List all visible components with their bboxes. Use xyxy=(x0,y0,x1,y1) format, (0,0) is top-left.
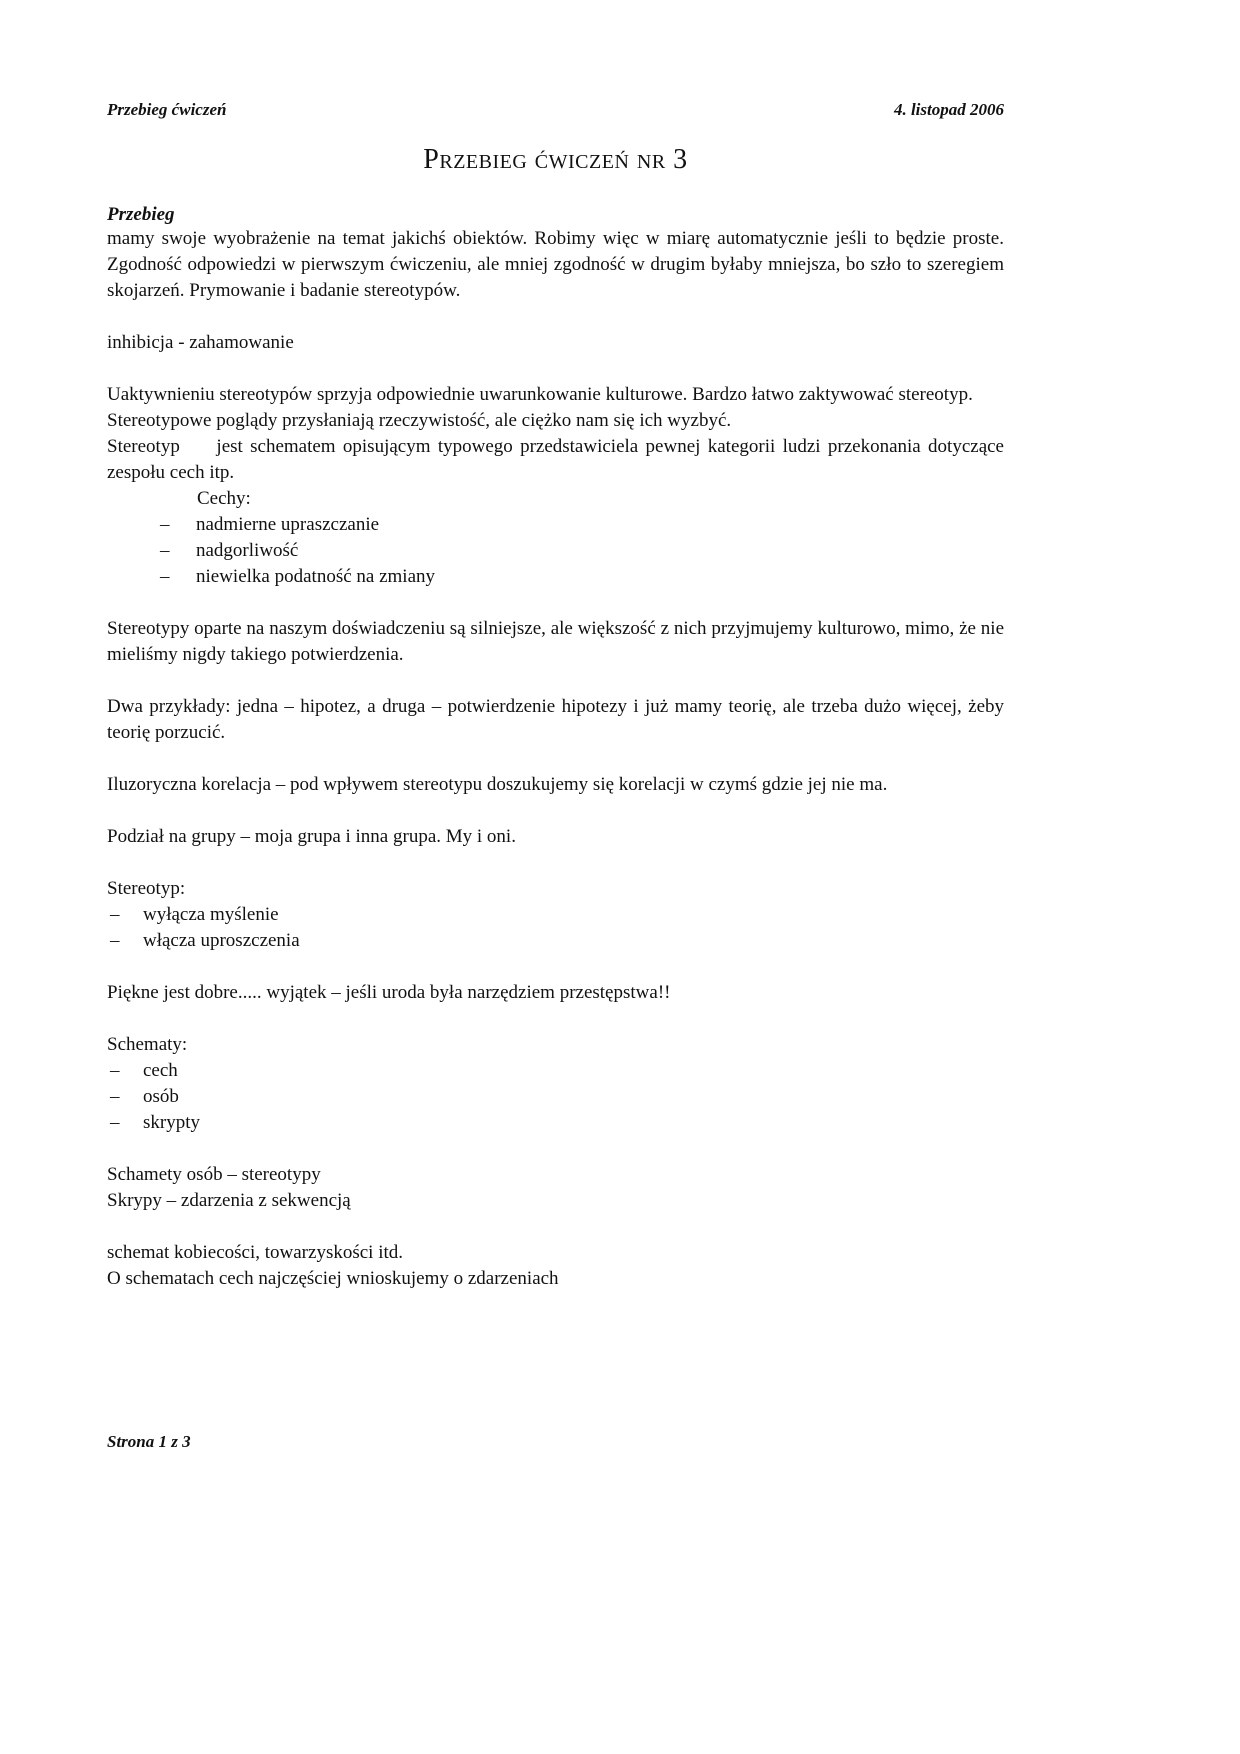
paragraph-schamety-1: Schamety osób – stereotypy xyxy=(107,1164,321,1185)
list-label-schematy: Schematy: xyxy=(107,1034,188,1055)
dash-bullet: – xyxy=(110,930,120,951)
paragraph-iluzoryczna: Iluzoryczna korelacja – pod wpływem stereotypu doszukujemy się korelacji w czymś gdzie jej nie ma. xyxy=(107,774,888,795)
list-item-text: osób xyxy=(143,1086,179,1107)
list-stereotyp xyxy=(107,902,1004,954)
paragraph-group-uaktywnieniu xyxy=(107,382,1004,486)
list-cechy xyxy=(107,512,1004,590)
list-label-cechy: Cechy: xyxy=(197,488,251,509)
dash-bullet: – xyxy=(110,1112,120,1133)
list-item xyxy=(107,1084,1004,1110)
paragraph-podzial: Podział na grupy – moja grupa i inna grupa. My i oni. xyxy=(107,826,516,847)
dash-bullet: – xyxy=(160,566,170,587)
section-heading: Przebieg xyxy=(107,204,175,225)
header-title: Przebieg ćwiczeń xyxy=(107,100,227,119)
page-footer: Strona 1 z 3 xyxy=(107,1432,191,1451)
list-item xyxy=(107,928,1004,954)
list-item xyxy=(107,902,1004,928)
paragraph-piekne: Piękne jest dobre..... wyjątek – jeśli uroda była narzędziem przestępstwa!! xyxy=(107,982,671,1003)
list-label-stereotyp: Stereotyp: xyxy=(107,878,186,899)
paragraph-group-schemat xyxy=(107,1240,1004,1292)
dash-bullet: – xyxy=(110,1086,120,1107)
paragraph-group-schamety xyxy=(107,1162,1004,1214)
paragraph-dwa-przyklady: Dwa przykłady: jedna – hipotez, a druga – potwierdzenie hipotezy i już mamy teorię, ale trzeba dużo więcej, żeby teorię porzucić. xyxy=(107,696,1004,743)
paragraph-uaktywnieniu-2: Stereotypowe poglądy przysłaniają rzeczywistość, ale ciężko nam się ich wyzbyć. xyxy=(107,410,732,431)
list-item xyxy=(107,538,1004,564)
paragraph-schamety-2: Skrypy – zdarzenia z sekwencją xyxy=(107,1190,351,1211)
paragraph-uaktywnieniu-1: Uaktywnieniu stereotypów sprzyja odpowiednie uwarunkowanie kulturowe. Bardzo łatwo zaktywować stereotyp. xyxy=(107,384,973,405)
list-item-text: wyłącza myślenie xyxy=(143,904,279,925)
list-item xyxy=(107,564,1004,590)
list-item-text: nadmierne upraszczanie xyxy=(196,514,380,535)
paragraph-stereotypy-oparte: Stereotypy oparte na naszym doświadczeniu są silniejsze, ale większość z nich przyjmujemy kulturowo, mimo, że nie mieliśmy nigdy takiego potwierdzenia. xyxy=(107,618,1004,665)
page-header xyxy=(107,100,1004,120)
dash-bullet: – xyxy=(110,904,120,925)
list-item xyxy=(107,1110,1004,1136)
list-item xyxy=(107,512,1004,538)
paragraph-intro: mamy swoje wyobrażenie na temat jakichś obiektów. Robimy więc w miarę automatycznie jeśli to będzie proste. Zgodność odpowiedzi w pierwszym ćwiczeniu, ale mniej zgodność w drugim byłaby mniejsza, bo szło to szeregiem skojarzeń. Prymowanie i badanie stereotypów. xyxy=(107,228,1004,301)
paragraph-schemat-2: O schematach cech najczęściej wnioskujemy o zdarzeniach xyxy=(107,1268,559,1289)
list-item-text: niewielka podatność na zmiany xyxy=(196,566,436,587)
paragraph-uaktywnieniu-3: Stereotyp jest schematem opisującym typowego przedstawiciela pewnej kategorii ludzi przekonania dotyczące zespołu cech itp. xyxy=(107,436,1004,483)
list-item-text: skrypty xyxy=(143,1112,200,1133)
document-content xyxy=(107,100,1004,1292)
list-schematy xyxy=(107,1058,1004,1136)
document-title: Przebieg ćwiczeń nr 3 xyxy=(423,144,688,175)
paragraph-inhibicja: inhibicja - zahamowanie xyxy=(107,332,294,353)
dash-bullet: – xyxy=(110,1060,120,1081)
dash-bullet: – xyxy=(160,514,170,535)
list-item-text: nadgorliwość xyxy=(196,540,299,561)
list-item xyxy=(107,1058,1004,1084)
list-item-text: cech xyxy=(143,1060,178,1081)
list-item-text: włącza uproszczenia xyxy=(143,930,300,951)
paragraph-schemat-1: schemat kobiecości, towarzyskości itd. xyxy=(107,1242,404,1263)
header-date: 4. listopad 2006 xyxy=(893,100,1004,119)
dash-bullet: – xyxy=(160,540,170,561)
